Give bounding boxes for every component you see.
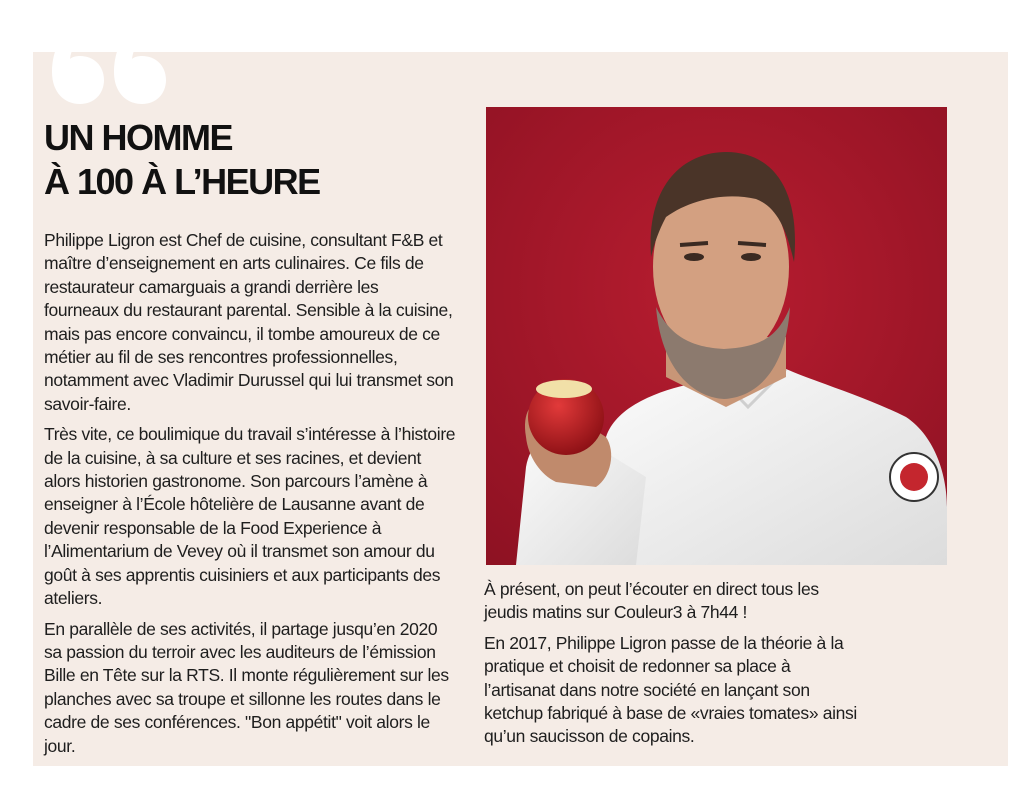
right-text-column [484, 578, 864, 756]
chef-photo [486, 107, 947, 565]
paragraph: Philippe Ligron est Chef de cuisine, consultant F&B et maître d’enseignement en arts culinaires. Ce fils de restaurateur camarguais a grandi derrière les fourneaux du restaurant parental. Sensible à la cuisine, mais pas encore convaincu, il tombe amoureux de ce métier au fil de ses rencontres professionnelles, notamment avec Vladimir Durussel qui lui transmet son savoir-faire. [44, 230, 454, 414]
paragraph: Très vite, ce boulimique du travail s’intéresse à l’histoire de la cuisine, à sa culture et ses racines, et devient alors historien gastronome. Son parcours l’amène à enseigner à l’École hôtelière de Lausanne avant de devenir responsable de la Food Experience à l’Alimentarium de Vevey où il transmet son amour du goût à ses apprentis cuisiniers et aux participants des ateliers. [44, 424, 456, 609]
paragraph: En 2017, Philippe Ligron passe de la théorie à la pratique et choisit de redonner sa place à l’artisanat dans notre société en lançant son ketchup fabriqué à base de «vraies tomates» ainsi qu’un saucisson de copains. [484, 632, 857, 747]
chef-portrait-icon [486, 107, 947, 565]
quotation-mark-icon [50, 20, 170, 104]
paragraph: À présent, on peut l’écouter en direct tous les jeudis matins sur Couleur3 à 7h44 ! [484, 579, 819, 623]
headline-line-1: UN HOMME [44, 117, 232, 158]
headline [44, 116, 320, 204]
headline-line-2: À 100 À L’HEURE [44, 161, 320, 202]
paragraph: En parallèle de ses activités, il partage jusqu’en 2020 sa passion du terroir avec les auditeurs de l’émission Bille en Tête sur la RTS. Il monte régulièrement sur les planches avec sa troupe et sillonne les routes dans le cadre de ses conférences. "Bon appétit" voit alors le jour. [44, 618, 449, 756]
left-text-column [44, 229, 456, 765]
